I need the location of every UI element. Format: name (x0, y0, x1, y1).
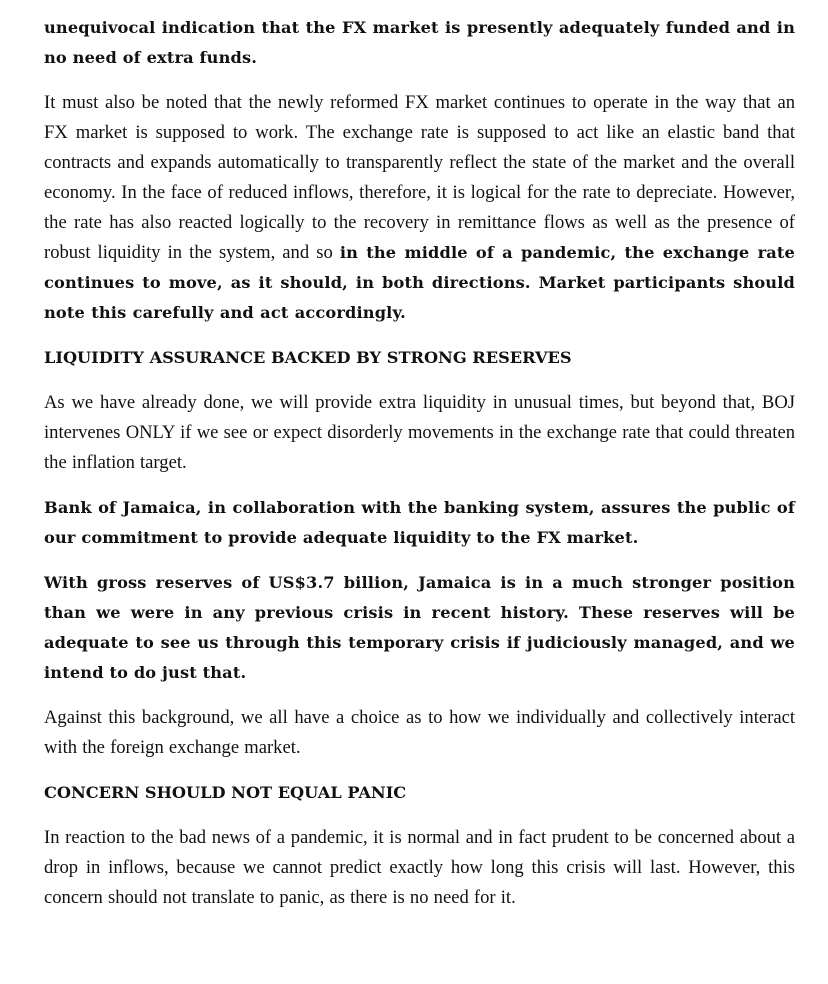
paragraph-gross-reserves: With gross reserves of US$3.7 billion, Jamaica is in a much stronger position than we were in any previous crisis in recent history. These reserves will be adequate to see us through this temporary crisis if judiciously managed, and we intend to do just that. (44, 573, 795, 682)
document-page (44, 13, 795, 913)
paragraph-fx-market-operation (44, 88, 795, 328)
paragraph-funding-conclusion: unequivocal indication that the FX market is presently adequately funded and in no need of extra funds. (44, 18, 795, 67)
heading-liquidity-assurance: LIQUIDITY ASSURANCE BACKED BY STRONG RESERVES (44, 348, 572, 367)
paragraph-boj-intervention: As we have already done, we will provide extra liquidity in unusual times, but beyond that, BOJ intervenes ONLY if we see or expect disorderly movements in the exchange rate that could threaten the inflation target. (44, 392, 795, 473)
paragraph-concern-not-panic: In reaction to the bad news of a pandemic, it is normal and in fact prudent to be concerned about a drop in inflows, because we cannot predict exactly how long this crisis will last. However, this concern should not translate to panic, as there is no need for it. (44, 827, 795, 908)
paragraph-fx-market-operation-bold: in the middle of a pandemic, the exchange rate continues to move, as it should, in both directions. Market participants should note this carefully and act accordingly. (44, 243, 795, 322)
paragraph-boj-commitment: Bank of Jamaica, in collaboration with the banking system, assures the public of our commitment to provide adequate liquidity to the FX market. (44, 498, 795, 547)
paragraph-choice: Against this background, we all have a choice as to how we individually and collectively interact with the foreign exchange market. (44, 707, 795, 758)
heading-concern-panic: CONCERN SHOULD NOT EQUAL PANIC (44, 783, 407, 802)
paragraph-fx-market-operation-text: It must also be noted that the newly reformed FX market continues to operate in the way that an FX market is supposed to work. The exchange rate is supposed to act like an elastic band that contracts and expands automatically to transparently reflect the state of the market and the overall economy. In the face of reduced inflows, therefore, it is logical for the rate to depreciate. However, the rate has also reacted logically to the recovery in remittance flows as well as the presence of robust liquidity in the system, and so (44, 92, 795, 263)
